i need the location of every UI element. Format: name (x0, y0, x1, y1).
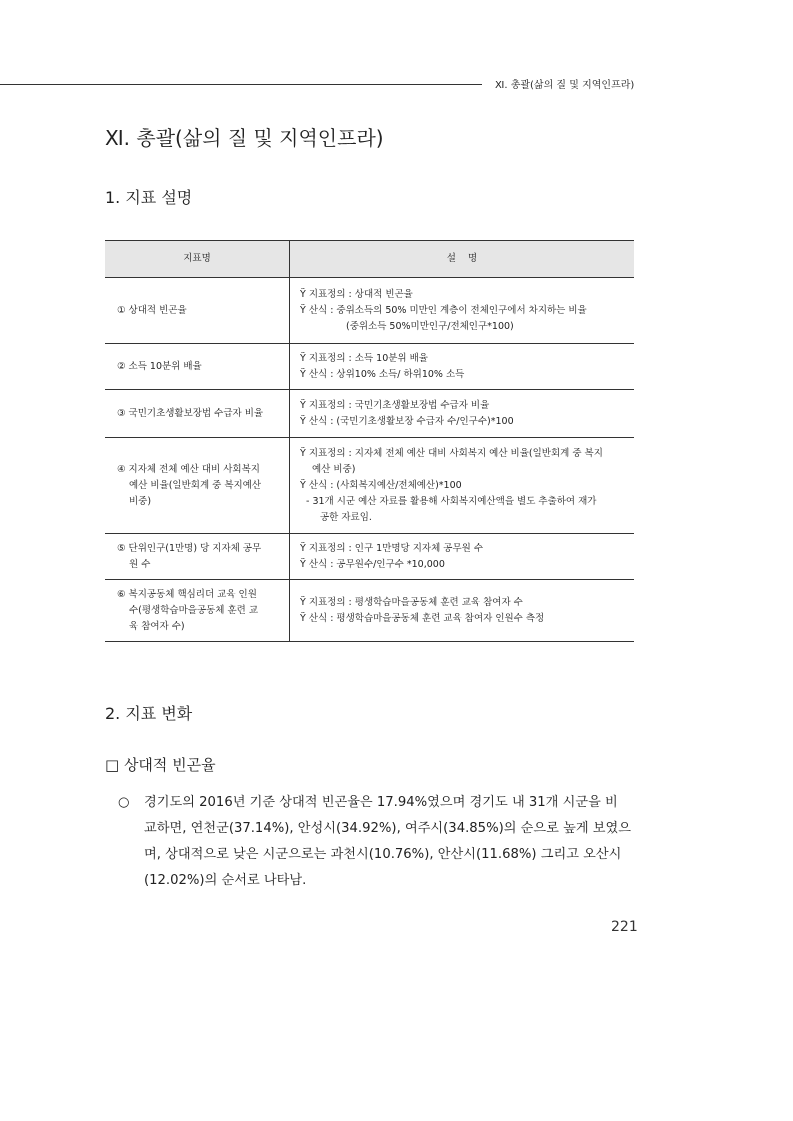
desc-line: Ÿ 지표정의 : 지자체 전체 예산 대비 사회복지 예산 비율(일반회계 중 복지 (300, 447, 603, 459)
paragraph-line: 경기도의 2016년 기준 상대적 빈곤율은 17.94%였으며 경기도 내 31개 시군을 비 (144, 795, 618, 810)
section-2-title: 2. 지표 변화 (105, 704, 193, 723)
table-row (105, 344, 634, 390)
col-header-name: 지표명 (105, 241, 290, 278)
desc-line: (중위소득 50%미만인구/전체인구*100) (346, 320, 514, 332)
indicator-name-line: 육 참여자 수) (129, 620, 185, 632)
indicator-name (105, 390, 290, 438)
indicator-name-line: ⑤ 단위인구(1만명) 당 지자체 공무 (117, 542, 262, 554)
table-row (105, 580, 634, 642)
paragraph-line: (12.02%)의 순서로 나타남. (144, 873, 307, 888)
page-number: 221 (611, 919, 638, 935)
desc-line: Ÿ 지표정의 : 소득 10분위 배율 (300, 352, 428, 364)
indicator-desc (290, 534, 635, 580)
indicator-name-line: ① 상대적 빈곤율 (117, 304, 187, 316)
indicator-desc (290, 278, 635, 344)
indicator-name (105, 580, 290, 642)
indicator-name-line: ④ 지자체 전체 예산 대비 사회복지 (117, 463, 260, 475)
indicator-name-line: ⑥ 복지공동체 핵심리더 교육 인원 (117, 588, 257, 600)
desc-line: 예산 비중) (312, 463, 356, 475)
indicator-desc (290, 344, 635, 390)
desc-line: 공한 자료임. (320, 511, 372, 523)
chapter-title: Ⅺ. 총괄(삶의 질 및 지역인프라) (105, 126, 384, 150)
desc-line: Ÿ 산식 : 공무원수/인구수 *10,000 (300, 558, 445, 570)
indicator-desc (290, 390, 635, 438)
desc-line: Ÿ 지표정의 : 평생학습마을공동체 훈련 교육 참여자 수 (300, 596, 523, 608)
running-head: Ⅺ. 총괄(삶의 질 및 지역인프라) (495, 80, 635, 91)
table-row (105, 278, 634, 344)
circle-bullet-icon: ○ (118, 795, 130, 810)
section-1-title: 1. 지표 설명 (105, 188, 193, 207)
desc-line: Ÿ 지표정의 : 인구 1만명당 지자체 공무원 수 (300, 542, 484, 554)
indicator-name-line: 수(평생학습마을공동체 훈련 교 (129, 604, 259, 616)
subsection-title: □ 상대적 빈곤율 (105, 756, 216, 774)
indicator-name-line: 예산 비율(일반회계 중 복지예산 (129, 479, 262, 491)
paragraph-line: 교하면, 연천군(37.14%), 안성시(34.92%), 여주시(34.85%)의 순으로 높게 보였으 (144, 821, 631, 836)
desc-line: Ÿ 산식 : (사회복지예산/전체예산)*100 (300, 479, 462, 491)
desc-line: Ÿ 지표정의 : 국민기초생활보장법 수급자 비율 (300, 399, 490, 411)
indicator-name (105, 278, 290, 344)
indicator-name (105, 534, 290, 580)
table-row (105, 534, 634, 580)
desc-line: Ÿ 지표정의 : 상대적 빈곤율 (300, 288, 413, 300)
table-header-row (105, 241, 634, 278)
indicator-name-line: ② 소득 10분위 배율 (117, 360, 202, 372)
indicator-name-line: ③ 국민기초생활보장법 수급자 비율 (117, 407, 264, 419)
table-row (105, 390, 634, 438)
indicator-name-line: 비중) (129, 495, 152, 507)
desc-line: Ÿ 산식 : 상위10% 소득/ 하위10% 소득 (300, 368, 465, 380)
desc-line: - 31개 시군 예산 자료를 활용해 사회복지예산액을 별도 추출하여 재가 (306, 495, 597, 507)
indicator-name (105, 344, 290, 390)
header-rule (0, 84, 482, 85)
indicator-desc (290, 580, 635, 642)
indicator-name (105, 438, 290, 534)
paragraph-line: 며, 상대적으로 낮은 시군으로는 과천시(10.76%), 안산시(11.68%) 그리고 오산시 (144, 847, 622, 862)
indicator-table (105, 240, 634, 642)
body-paragraph (118, 790, 638, 894)
desc-line: Ÿ 산식 : 평생학습마을공동체 훈련 교육 참여자 인원수 측정 (300, 612, 545, 624)
indicator-name-line: 원 수 (129, 558, 151, 570)
indicator-desc (290, 438, 635, 534)
col-header-desc: 설 명 (290, 241, 635, 278)
desc-line: Ÿ 산식 : (국민기초생활보장 수급자 수/인구수)*100 (300, 415, 514, 427)
table-row (105, 438, 634, 534)
desc-line: Ÿ 산식 : 중위소득의 50% 미만인 계층이 전체인구에서 차지하는 비율 (300, 304, 587, 316)
